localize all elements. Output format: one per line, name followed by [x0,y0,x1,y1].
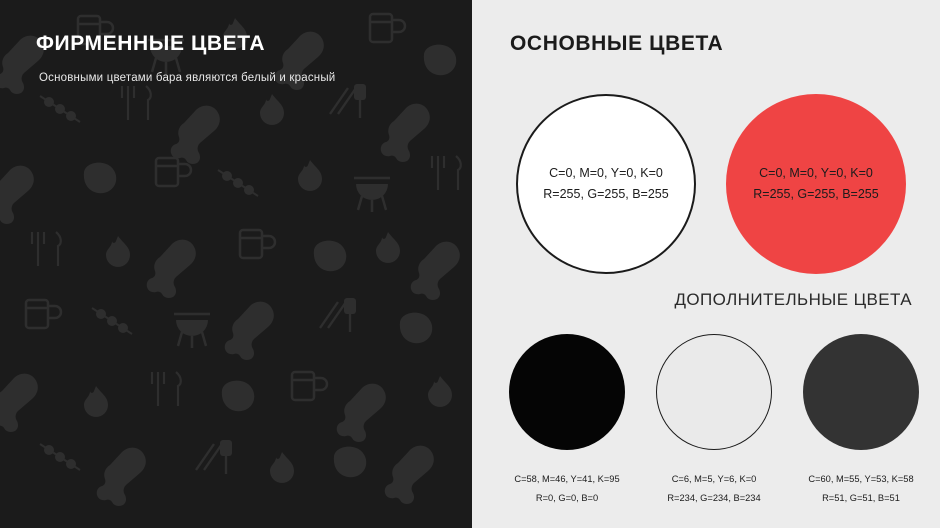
black-swatch-rgb: R=0, G=0, B=0 [535,492,599,503]
dark-gray-swatch-labels [808,470,913,507]
red-swatch [726,94,906,274]
dark-gray-swatch-rgb: R=51, G=51, B=51 [822,492,900,503]
black-swatch-cmyk: C=58, M=46, Y=41, K=95 [514,474,620,484]
main-color-swatch-group [516,94,916,274]
red-swatch-cmyk: C=0, M=0, Y=0, K=0 [759,166,873,181]
dark-gray-swatch-item [798,334,924,507]
off-white-swatch [656,334,772,450]
page-title: ФИРМЕННЫЕ ЦВЕТА [36,32,266,55]
off-white-swatch-labels [667,470,760,507]
white-swatch-cmyk: C=0, M=0, Y=0, K=0 [549,166,663,181]
red-swatch-rgb: R=255, G=255, B=255 [753,187,879,201]
dark-gray-swatch [803,334,919,450]
black-swatch [509,334,625,450]
secondary-color-swatch-group [504,334,924,507]
off-white-swatch-rgb: R=234, G=234, B=234 [667,492,761,503]
black-swatch-labels [514,470,619,507]
page-subtitle: Основными цветами бара являются белый и красный [39,72,336,84]
off-white-swatch-item [651,334,777,507]
off-white-swatch-cmyk: C=6, M=5, Y=6, K=0 [671,474,757,484]
white-swatch [516,94,696,274]
main-colors-title: ОСНОВНЫЕ ЦВЕТА [510,32,724,55]
secondary-colors-title: ДОПОЛНИТЕЛЬНЫЕ ЦВЕТА [674,290,912,309]
left-text-block [36,32,452,84]
black-swatch-item [504,334,630,507]
white-swatch-rgb: R=255, G=255, B=255 [543,187,669,201]
dark-gray-swatch-cmyk: C=60, M=55, Y=53, K=58 [808,474,914,484]
right-panel [472,0,940,528]
